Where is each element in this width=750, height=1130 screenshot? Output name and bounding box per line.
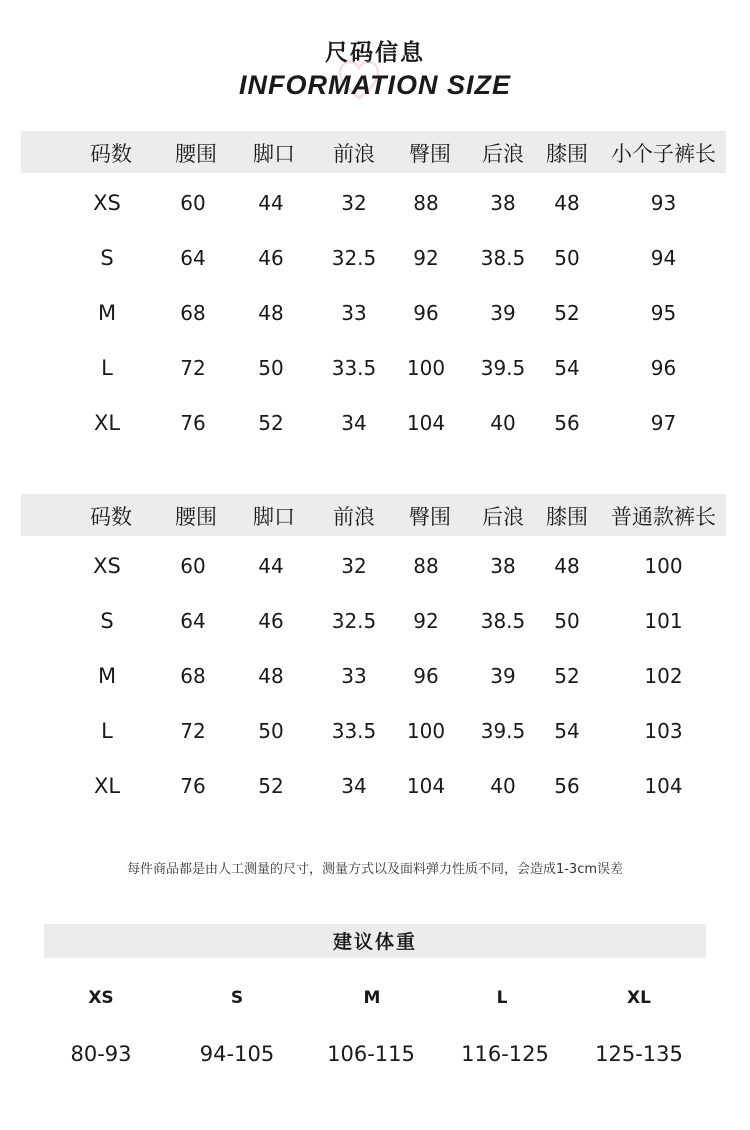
weight-section-title: 建议体重 [44, 924, 706, 958]
cell: 92 [413, 609, 439, 633]
cell-size: XL [93, 774, 121, 798]
cell: 48 [258, 664, 284, 688]
cell: 40 [490, 774, 516, 798]
cell: 50 [554, 609, 580, 633]
col-front-rise: 前浪 [333, 142, 375, 166]
table-row [21, 338, 726, 393]
cell: 88 [413, 554, 439, 578]
cell-size: XS [93, 554, 121, 578]
cell: 32 [341, 554, 367, 578]
cell: 64 [180, 609, 206, 633]
weight-size-label: S [230, 988, 244, 1008]
cell: 33 [341, 301, 367, 325]
weight-range: 80-93 [70, 1042, 132, 1066]
cell: 44 [258, 191, 284, 215]
cell: 60 [180, 191, 206, 215]
cell-size: M [97, 664, 117, 688]
weight-range: 116-125 [461, 1042, 549, 1066]
cell: 100 [406, 356, 446, 380]
col-size: 码数 [90, 142, 132, 166]
col-length: 小个子裤长 [611, 142, 716, 166]
cell: 50 [258, 356, 284, 380]
measurement-note: 每件商品都是由人工测量的尺寸，测量方式以及面料弹力性质不同，会造成1-3cm误差 [126, 862, 624, 877]
col-waist: 腰围 [175, 505, 217, 529]
size-table-regular [21, 494, 726, 811]
cell: 96 [413, 664, 439, 688]
weight-size-label: XL [627, 988, 651, 1008]
cell: 48 [554, 191, 580, 215]
cell: 104 [644, 774, 683, 798]
cell: 32 [341, 191, 367, 215]
table-header [21, 131, 726, 173]
cell: 56 [554, 411, 580, 435]
cell: 52 [258, 411, 284, 435]
col-hip: 臀围 [409, 142, 451, 166]
cell: 39.5 [480, 719, 526, 743]
cell: 52 [554, 664, 580, 688]
cell: 46 [258, 609, 284, 633]
cell: 52 [554, 301, 580, 325]
table-header [21, 494, 726, 536]
cell: 54 [554, 719, 580, 743]
cell: 103 [644, 719, 683, 743]
cell: 93 [650, 191, 677, 215]
table-row [21, 756, 726, 811]
cell: 104 [406, 411, 446, 435]
cell: 76 [180, 411, 206, 435]
cell: 97 [650, 411, 677, 435]
table-row [21, 646, 726, 701]
cell: 48 [554, 554, 580, 578]
cell: 46 [258, 246, 284, 270]
col-knee: 膝围 [546, 505, 588, 529]
cell: 40 [490, 411, 516, 435]
weight-range: 125-135 [595, 1042, 683, 1066]
cell: 72 [180, 719, 206, 743]
table-row [21, 701, 726, 756]
weight-size-label: L [496, 988, 508, 1008]
cell: 100 [406, 719, 446, 743]
cell: 68 [180, 664, 206, 688]
cell: 39.5 [480, 356, 526, 380]
cell: 100 [644, 554, 683, 578]
cell: 92 [413, 246, 439, 270]
cell-size: L [101, 719, 113, 743]
cell: 33 [341, 664, 367, 688]
page-title-cn: 尺码信息 [325, 40, 425, 66]
table-row [21, 228, 726, 283]
cell: 101 [644, 609, 683, 633]
col-hem: 脚口 [253, 142, 295, 166]
cell: 68 [180, 301, 206, 325]
col-back-rise: 后浪 [482, 505, 524, 529]
cell: 64 [180, 246, 206, 270]
col-knee: 膝围 [546, 142, 588, 166]
size-table-small [21, 131, 726, 448]
cell-size: XS [93, 191, 121, 215]
weight-range: 94-105 [199, 1042, 275, 1066]
col-hip: 臀围 [409, 505, 451, 529]
cell: 38 [490, 554, 516, 578]
cell: 48 [258, 301, 284, 325]
table-row [21, 173, 726, 228]
cell: 32.5 [331, 246, 377, 270]
cell: 54 [554, 356, 580, 380]
cell: 56 [554, 774, 580, 798]
cell: 39 [490, 301, 516, 325]
table-row [21, 536, 726, 591]
cell: 60 [180, 554, 206, 578]
cell: 88 [413, 191, 439, 215]
cell: 38.5 [480, 246, 526, 270]
cell: 94 [650, 246, 677, 270]
table-row [21, 283, 726, 338]
weight-size-label: XS [88, 988, 114, 1008]
cell: 39 [490, 664, 516, 688]
table-row [21, 591, 726, 646]
col-back-rise: 后浪 [482, 142, 524, 166]
cell: 52 [258, 774, 284, 798]
cell: 76 [180, 774, 206, 798]
cell: 102 [644, 664, 683, 688]
cell-size: L [101, 356, 113, 380]
cell: 44 [258, 554, 284, 578]
col-size: 码数 [90, 505, 132, 529]
cell: 72 [180, 356, 206, 380]
cell: 95 [650, 301, 677, 325]
cell: 33.5 [331, 356, 377, 380]
cell: 104 [406, 774, 446, 798]
weight-size-label: M [363, 988, 381, 1008]
cell: 33.5 [331, 719, 377, 743]
col-length: 普通款裤长 [611, 505, 716, 529]
cell-size: S [100, 246, 114, 270]
cell-size: XL [93, 411, 121, 435]
cell: 96 [413, 301, 439, 325]
cell: 96 [650, 356, 677, 380]
cell: 50 [554, 246, 580, 270]
table-row [21, 393, 726, 448]
cell: 32.5 [331, 609, 377, 633]
col-front-rise: 前浪 [333, 505, 375, 529]
page-title-en: INFORMATION SIZE [239, 70, 511, 100]
col-waist: 腰围 [175, 142, 217, 166]
weight-range: 106-115 [327, 1042, 415, 1066]
cell: 38.5 [480, 609, 526, 633]
cell-size: M [97, 301, 117, 325]
cell-size: S [100, 609, 114, 633]
cell: 34 [341, 411, 367, 435]
cell: 34 [341, 774, 367, 798]
cell: 50 [258, 719, 284, 743]
cell: 38 [490, 191, 516, 215]
col-hem: 脚口 [253, 505, 295, 529]
